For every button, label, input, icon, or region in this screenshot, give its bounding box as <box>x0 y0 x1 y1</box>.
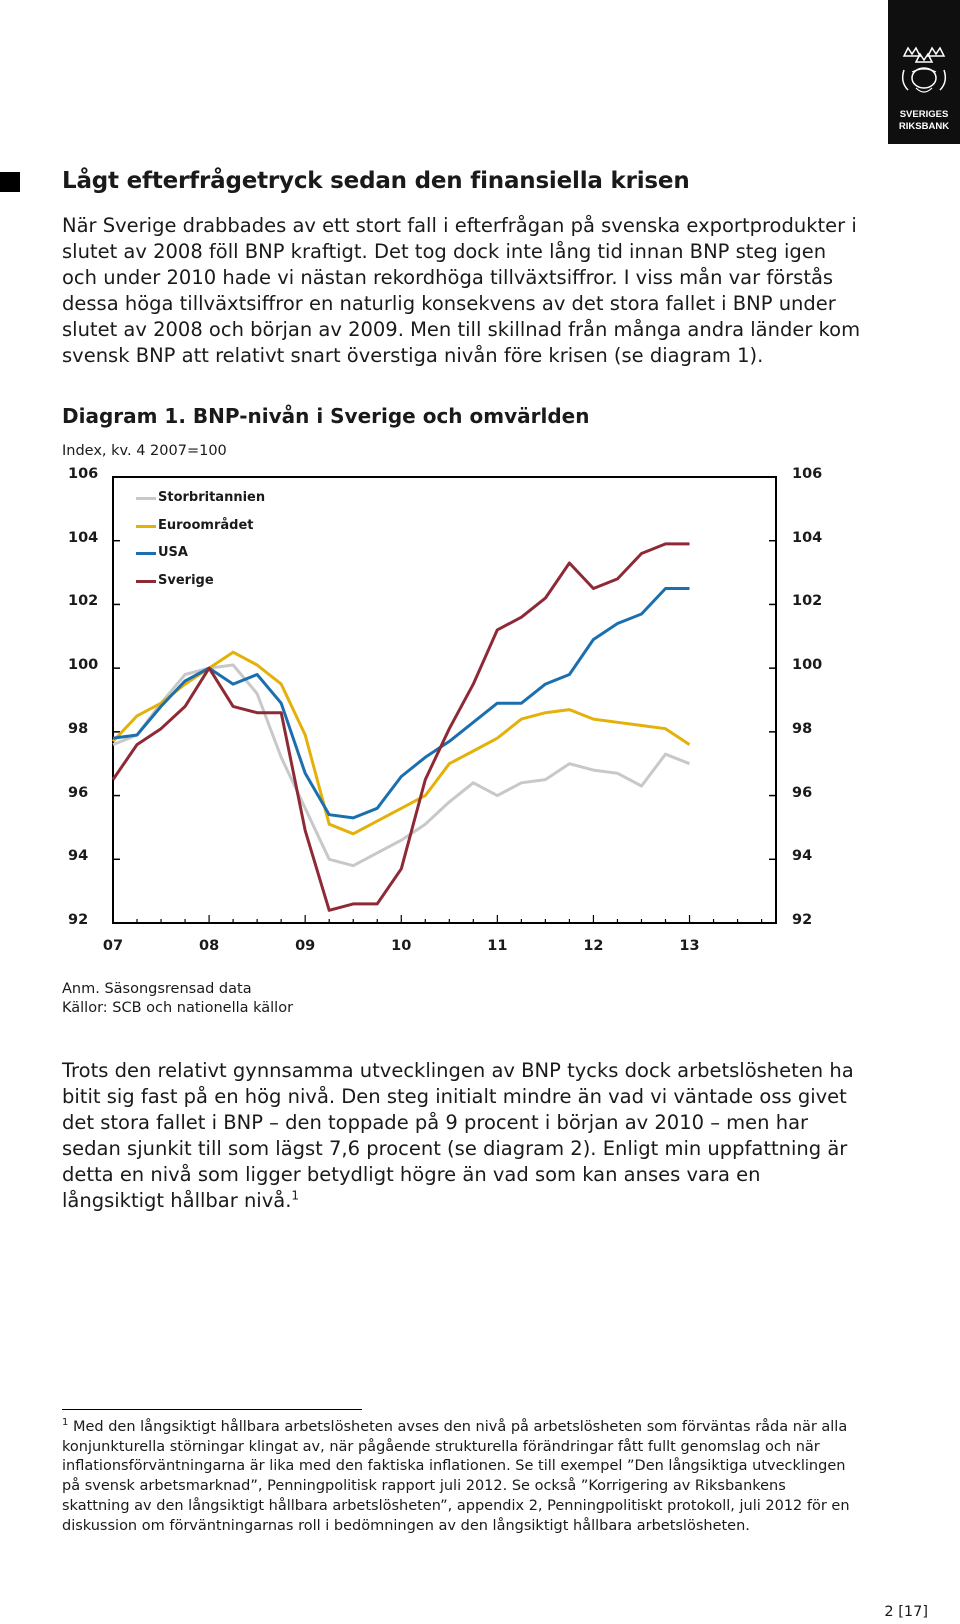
y-tick-label-left: 94 <box>68 848 89 865</box>
series-line-euroomr-det <box>113 652 690 834</box>
x-tick-label: 07 <box>102 938 124 954</box>
y-tick-label-left: 96 <box>68 784 89 801</box>
legend-label: Sverige <box>158 572 214 588</box>
section-heading: Lågt efterfrågetryck sedan den finansiella krisen <box>62 168 690 194</box>
legend-swatch <box>136 525 156 528</box>
legend-swatch <box>136 497 156 500</box>
logo-text-line2: RIKSBANK <box>898 121 950 132</box>
y-tick-label-right: 104 <box>792 529 823 546</box>
x-tick-label: 08 <box>198 938 220 954</box>
x-tick-label: 09 <box>295 938 316 954</box>
legend-label: USA <box>158 545 188 560</box>
plot-frame <box>113 477 776 923</box>
footnote <box>62 1418 852 1536</box>
series-line-storbritannien <box>113 665 690 866</box>
x-tick-label: 13 <box>679 938 700 954</box>
y-tick-label-right: 98 <box>792 720 813 737</box>
legend-label: Euroområdet <box>158 517 254 533</box>
chart-unit-label: Index, kv. 4 2007=100 <box>62 443 227 459</box>
y-tick-label-left: 100 <box>68 657 99 674</box>
y-tick-label-left: 92 <box>68 912 89 928</box>
y-tick-label-right: 96 <box>792 784 813 801</box>
legend-label: Storbritannien <box>158 490 266 505</box>
x-tick-label: 11 <box>487 938 508 954</box>
footnote-ref[interactable]: 1 <box>291 1188 300 1203</box>
y-tick-label-right: 92 <box>792 912 813 928</box>
crown-emblem-icon <box>898 44 950 100</box>
legend-swatch <box>136 552 156 555</box>
y-tick-label-left: 98 <box>68 720 89 737</box>
legend-swatch <box>136 580 156 583</box>
y-tick-label-right: 94 <box>792 848 813 865</box>
footnote-text: Med den långsiktigt hållbara arbetslösheten avses den nivå på arbetslösheten som förväntas råda när alla konjunkturella störningar klingat av, när pågående strukturella förändringar fått fullt genomslag och när inflationsförväntningarna är lika med den faktiska inflationen. Se till exempel ”Den långsiktiga utvecklingen på svensk arbetsmarknad”, Penningpolitisk rapport juli 2012. Se också ”Korrigering av Riksbankens skattning av den långsiktigt hållbara arbetslösheten”, appendix 2, Penningpolitiskt protokoll, juli 2012 för en diskussion om förväntningarnas roll i bedömningen av den långsiktigt hållbara arbetslösheten. <box>62 1419 850 1534</box>
logo-text-line1: SVERIGES <box>899 109 949 120</box>
page-number: 2 [17] <box>884 1604 928 1620</box>
footnote-number: 1 <box>62 1417 69 1429</box>
y-tick-label-left: 106 <box>68 466 99 482</box>
paragraph-1: När Sverige drabbades av ett stort fall i efterfrågan på svenska exportprodukter i slutet av 2008 föll BNP kraftigt. Det tog dock inte lång tid innan BNP steg igen och under 2010 hade vi nästan rekordhöga tillväxtsiffror. I viss mån var förstås dessa höga tillväxtsiffror en naturlig konsekvens av det stora fallet i BNP under slutet av 2008 och början av 2009. Men till skillnad från många andra länder kom svensk BNP att relativt snart överstiga nivån före krisen (se diagram 1). <box>62 214 861 367</box>
series-line-sverige <box>113 544 690 910</box>
y-tick-label-right: 100 <box>792 657 823 674</box>
y-tick-label-left: 104 <box>68 529 99 546</box>
paragraph-2-text: Trots den relativt gynnsamma utvecklingen av BNP tycks dock arbetslösheten ha bitit sig fast på en hög nivå. Den steg initialt mindre än vad vi väntade oss givet det stora fallet i BNP – den toppade på 9 procent i början av 2010 – men har sedan sjunkit till som lägst 7,6 procent (se diagram 2). Enligt min uppfattning är detta en nivå som ligger betydligt högre än vad som kan anses vara en långsiktigt hållbar nivå. <box>62 1059 854 1212</box>
chart-note: Anm. Säsongsrensad data <box>62 981 252 997</box>
paragraph-2 <box>62 1058 862 1214</box>
chart-source: Källor: SCB och nationella källor <box>62 1000 294 1016</box>
y-tick-label-left: 102 <box>68 593 99 610</box>
riksbank-logo <box>888 0 960 144</box>
x-tick-label: 12 <box>583 938 604 954</box>
x-tick-label: 10 <box>391 938 412 954</box>
series-line-usa <box>113 589 690 818</box>
section-bullet <box>0 172 20 192</box>
diagram-title: Diagram 1. BNP-nivån i Sverige och omvärlden <box>62 404 590 428</box>
footnote-divider <box>62 1409 362 1410</box>
y-tick-label-right: 102 <box>792 593 823 610</box>
y-tick-label-right: 106 <box>792 466 823 482</box>
